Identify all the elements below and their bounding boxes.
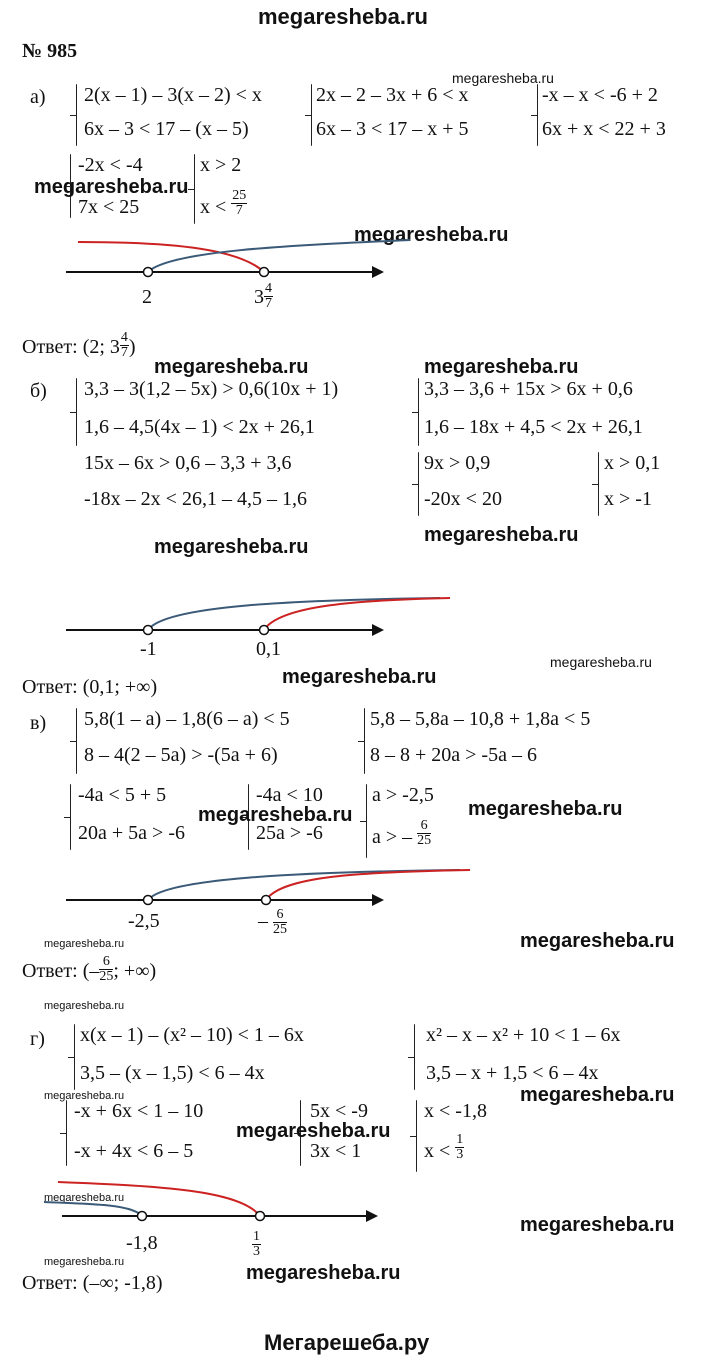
fraction-numerator: 25 xyxy=(232,187,247,203)
fraction-denominator: 7 xyxy=(235,202,243,218)
part-a-sys1-line1: 2(x – 1) – 3(x – 2) < x xyxy=(84,84,262,106)
tick-sign: – xyxy=(258,910,268,933)
part-g-sys4-line2: 3x < 1 xyxy=(310,1140,362,1162)
answer-pre: (– xyxy=(82,960,100,982)
watermark-v-2: megaresheba.ru xyxy=(468,798,623,820)
part-b-sys3-line2: -20x < 20 xyxy=(424,488,502,510)
part-v-tick-1: -2,5 xyxy=(128,910,160,932)
blue-curve xyxy=(148,870,460,900)
watermark-v-1: megaresheba.ru xyxy=(198,804,353,826)
part-b-sys3-line1: 9x > 0,9 xyxy=(424,452,491,474)
part-a-sys3-line2: 6x + x < 22 + 3 xyxy=(542,118,666,140)
part-a-tick-2: 2 xyxy=(142,286,152,308)
part-v-sys5-line2-text: a > – xyxy=(372,826,413,848)
answer-pre: (2; 3 xyxy=(82,336,120,358)
part-a-sys2-line2: 6x – 3 < 17 – x + 5 xyxy=(316,118,469,140)
answer-post: ; +∞) xyxy=(113,960,157,982)
fraction-numerator: 6 xyxy=(99,955,113,970)
fraction-denominator: 25 xyxy=(417,832,432,848)
fraction-denominator: 3 xyxy=(253,1244,260,1259)
part-g-sys1-line1: x(x – 1) – (x² – 10) < 1 – 6x xyxy=(80,1024,304,1046)
part-b-sys2-line2: 1,6 – 18x + 4,5 < 2x + 26,1 xyxy=(424,416,643,438)
part-a-sys2-line1: 2x – 2 – 3x + 6 < x xyxy=(316,84,469,106)
part-g-sys3-line2: -x + 4x < 6 – 5 xyxy=(74,1140,194,1162)
part-g-tick-1: -1,8 xyxy=(126,1232,158,1254)
watermark-g-2: megaresheba.ru xyxy=(236,1120,391,1142)
blue-curve xyxy=(148,240,410,272)
part-b-tick-1: -1 xyxy=(140,638,157,660)
axis-arrow-icon xyxy=(366,1210,378,1222)
part-b-line-2: -18x – 2x < 26,1 – 4,5 – 1,6 xyxy=(84,488,307,510)
part-a-label: а) xyxy=(30,86,46,108)
watermark-a-3: megaresheba.ru xyxy=(154,356,309,378)
problem-number: № 985 xyxy=(22,40,78,62)
fraction-denominator: 25 xyxy=(273,922,287,937)
number-line-b xyxy=(66,598,450,636)
watermark-a-1: megaresheba.ru xyxy=(34,176,189,198)
answer-label: Ответ: xyxy=(22,960,78,982)
part-v-label: в) xyxy=(30,712,47,734)
number-line-g xyxy=(44,1182,378,1222)
answer-value: (0,1; +∞) xyxy=(82,676,158,698)
answer-label: Ответ: xyxy=(22,336,78,358)
part-b-line-1: 15x – 6x > 0,6 – 3,3 + 3,6 xyxy=(84,452,292,474)
fraction-denominator: 3 xyxy=(456,1146,464,1162)
part-a-sys4-line1: -2x < -4 xyxy=(78,154,143,176)
watermark-g-1: megaresheba.ru xyxy=(520,1084,675,1106)
watermark-tiny-v-1: megaresheba.ru xyxy=(44,938,125,950)
part-v-sys2-line1: 5,8 – 5,8a – 10,8 + 1,8a < 5 xyxy=(370,708,591,730)
axis-arrow-icon xyxy=(372,624,384,636)
number-line-a xyxy=(66,240,410,278)
watermark-small-a: megaresheba.ru xyxy=(452,70,554,86)
watermark-tiny-g-2: megaresheba.ru xyxy=(44,1192,125,1204)
open-point xyxy=(144,268,153,277)
part-v-sys5-line1: a > -2,5 xyxy=(372,784,434,806)
open-point xyxy=(144,626,153,635)
part-g-sys2-line1: x² – x – x² + 10 < 1 – 6x xyxy=(426,1024,621,1046)
open-point xyxy=(138,1212,147,1221)
header-watermark: megaresheba.ru xyxy=(258,4,428,29)
watermark-g-4: megaresheba.ru xyxy=(246,1262,401,1284)
part-g-sys1-line2: 3,5 – (x – 1,5) < 6 – 4x xyxy=(80,1062,265,1084)
open-point xyxy=(144,896,153,905)
open-point xyxy=(262,896,271,905)
blue-curve xyxy=(148,598,440,630)
part-v-sys4-line2: 25a > -6 xyxy=(256,822,323,844)
fraction-numerator: 6 xyxy=(417,819,431,834)
part-g-sys5-line2-text: x < xyxy=(424,1140,451,1162)
fraction-numerator: 4 xyxy=(265,281,272,296)
watermark-b-2: megaresheba.ru xyxy=(424,524,579,546)
fraction-denominator: 25 xyxy=(99,968,114,984)
part-b-tick-2: 0,1 xyxy=(256,638,281,660)
part-b-sys4-line2: x > -1 xyxy=(604,488,652,510)
number-line-v xyxy=(66,870,470,906)
footer-watermark: Мегарешеба.ру xyxy=(264,1330,430,1355)
part-g-sys4-line1: 5x < -9 xyxy=(310,1100,368,1122)
open-point xyxy=(260,268,269,277)
part-v-sys2-line2: 8 – 8 + 20a > -5a – 6 xyxy=(370,744,537,766)
part-v-sys4-line1: -4a < 10 xyxy=(256,784,323,806)
fraction-numerator: 1 xyxy=(456,1131,464,1147)
watermark-small-b: megaresheba.ru xyxy=(550,654,652,670)
part-a-sys5-line2-text: x < xyxy=(200,196,227,218)
part-g-label: г) xyxy=(30,1028,45,1050)
part-v-sys1-line1: 5,8(1 – a) – 1,8(6 – a) < 5 xyxy=(84,708,290,730)
watermark-b-3: megaresheba.ru xyxy=(282,666,437,688)
part-b-sys4-line1: x > 0,1 xyxy=(604,452,661,474)
tick-whole: 3 xyxy=(254,286,264,309)
axis-arrow-icon xyxy=(372,266,384,278)
part-b-sys1-line2: 1,6 – 4,5(4x – 1) < 2x + 26,1 xyxy=(84,416,315,438)
part-g-sys3-line1: -x + 6x < 1 – 10 xyxy=(74,1100,204,1122)
watermark-tiny-v-2: megaresheba.ru xyxy=(44,1000,125,1012)
red-curve xyxy=(78,242,264,272)
part-g-sys2-line2: 3,5 – x + 1,5 < 6 – 4x xyxy=(426,1062,599,1084)
open-point xyxy=(260,626,269,635)
open-point xyxy=(256,1212,265,1221)
watermark-tiny-g-1: megaresheba.ru xyxy=(44,1090,125,1102)
fraction-numerator: 4 xyxy=(120,329,128,345)
part-b-label: б) xyxy=(30,380,47,402)
part-v-sys3-line1: -4a < 5 + 5 xyxy=(78,784,167,806)
fraction-denominator: 7 xyxy=(120,344,128,360)
part-a-sys4-line2: 7x < 25 xyxy=(78,196,140,218)
blue-curve xyxy=(44,1202,142,1216)
watermark-tiny-g-3: megaresheba.ru xyxy=(44,1256,125,1268)
fraction-numerator: 1 xyxy=(253,1229,260,1244)
part-b-sys1-line1: 3,3 – 3(1,2 – 5x) > 0,6(10x + 1) xyxy=(84,378,339,400)
watermark-v-3: megaresheba.ru xyxy=(520,930,675,952)
part-v-sys3-line2: 20a + 5a > -6 xyxy=(78,822,185,844)
axis-arrow-icon xyxy=(372,894,384,906)
watermark-a-4: megaresheba.ru xyxy=(424,356,579,378)
part-a-sys5-line1: x > 2 xyxy=(200,154,242,176)
part-b-sys2-line1: 3,3 – 3,6 + 15x > 6x + 0,6 xyxy=(424,378,633,400)
watermark-b-1: megaresheba.ru xyxy=(154,536,309,558)
part-a-sys3-line1: -x – x < -6 + 2 xyxy=(542,84,658,106)
part-g-sys5-line1: x < -1,8 xyxy=(424,1100,487,1122)
answer-label: Ответ: xyxy=(22,676,78,698)
part-v-sys1-line2: 8 – 4(2 – 5a) > -(5a + 6) xyxy=(84,744,278,766)
answer-post: ) xyxy=(128,336,136,358)
fraction-denominator: 7 xyxy=(265,296,272,311)
watermark-g-3: megaresheba.ru xyxy=(520,1214,675,1236)
answer-value: (–∞; -1,8) xyxy=(82,1272,163,1294)
fraction-numerator: 6 xyxy=(273,908,287,923)
watermark-a-2: megaresheba.ru xyxy=(354,224,509,246)
answer-label: Ответ: xyxy=(22,1272,78,1294)
red-curve xyxy=(58,1182,260,1216)
part-a-sys1-line2: 6x – 3 < 17 – (x – 5) xyxy=(84,118,249,140)
